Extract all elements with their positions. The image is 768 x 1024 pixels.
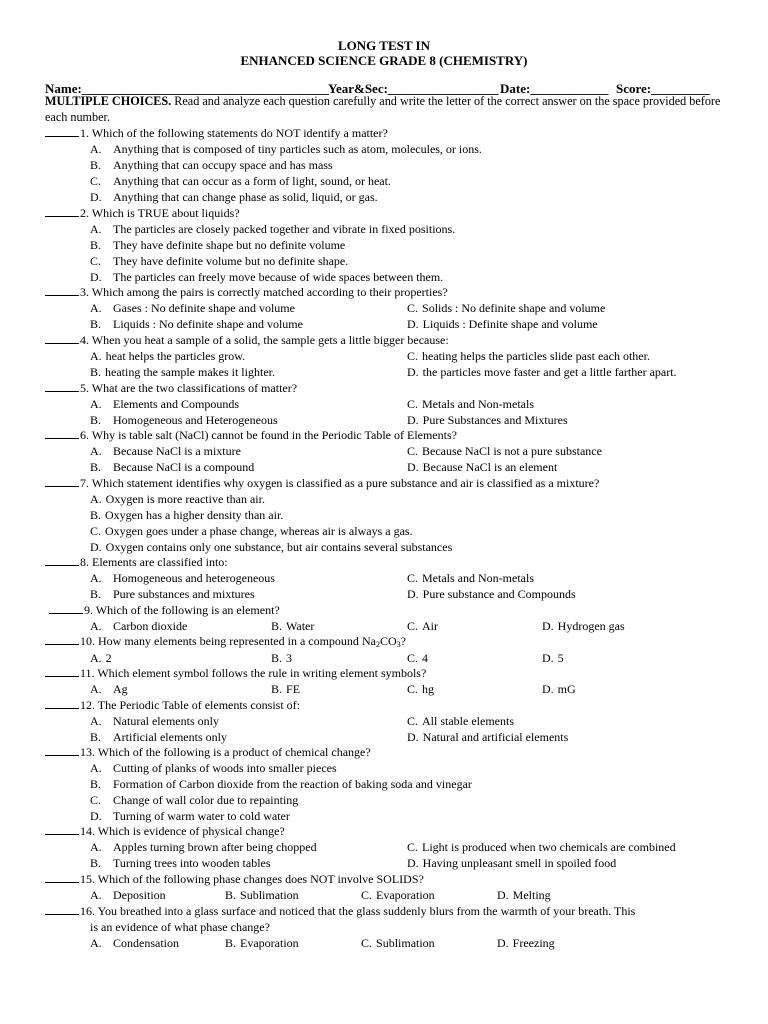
answer-blank[interactable] [45,633,79,645]
option-a[interactable]: A. Carbon dioxide [90,619,188,633]
question-number: 10. [80,634,95,648]
option-c[interactable]: C. Oxygen goes under a phase change, whereas air is always a gas. [90,524,413,538]
option-b[interactable]: B. Oxygen has a higher density than air. [90,508,284,522]
option-b[interactable]: B. heating the sample makes it lighter. [90,365,275,379]
answer-blank[interactable] [45,125,79,137]
option-b[interactable]: B. Evaporation [225,936,299,950]
option-d[interactable]: D. Pure substance and Compounds [407,587,576,601]
answer-blank[interactable] [45,475,79,487]
option-d[interactable]: D. mG [542,682,576,696]
question-2 [45,205,240,221]
question-8 [45,554,228,570]
option-c[interactable]: C. Anything that can occur as a form of light, sound, or heat. [90,174,391,188]
question-number: 11. [80,666,95,680]
option-b[interactable]: B. Water [271,619,315,633]
option-c[interactable]: C. Sublimation [361,936,435,950]
question-11 [45,665,426,681]
option-c[interactable]: C. All stable elements [407,714,514,728]
instructions [45,94,725,125]
question-text: Which of the following is a product of chemical change? [97,745,371,759]
option-b[interactable]: B. They have definite shape but no definite volume [90,238,346,252]
option-c[interactable]: C. Metals and Non-metals [407,397,534,411]
option-d[interactable]: D. Freezing [497,936,555,950]
option-c[interactable]: C. hg [407,682,435,696]
question-number: 12. [80,698,95,712]
page-title-line2: ENHANCED SCIENCE GRADE 8 (CHEMISTRY) [240,53,528,68]
answer-blank[interactable] [45,284,79,296]
chemical-formula: $Na_2CO_3$? [361,634,406,649]
question-16-continued: is an evidence of what phase change? [90,920,270,934]
name-field[interactable]: Name:______________________________________ [45,81,329,96]
option-b[interactable]: B. 3 [271,651,293,665]
option-a[interactable]: A. Deposition [90,888,166,902]
question-number: 16. [80,904,95,918]
option-c[interactable]: C. 4 [407,651,429,665]
question-text: Which of the following phase changes does NOT involve SOLIDS? [97,872,424,886]
option-b[interactable]: B. Pure substances and mixtures [90,587,255,601]
option-a[interactable]: A. Homogeneous and heterogeneous [90,571,275,585]
answer-blank[interactable] [45,871,79,883]
option-c[interactable]: C. heating helps the particles slide past each other. [407,349,650,363]
question-text: Which of the following is an element? [95,603,280,617]
answer-blank[interactable] [45,744,79,756]
question-number: 8. [80,555,89,569]
answer-blank[interactable] [45,665,79,677]
option-a[interactable]: A. The particles are closely packed together and vibrate in fixed positions. [90,222,456,236]
question-6 [45,427,457,443]
question-4 [45,332,449,348]
option-d[interactable]: D. Melting [497,888,551,902]
option-c[interactable]: C. They have definite volume but no definite shape. [90,254,349,268]
option-c[interactable]: C. Change of wall color due to repainting [90,793,299,807]
answer-blank[interactable] [45,380,79,392]
answer-blank[interactable] [45,427,79,439]
question-number: 4. [80,333,89,347]
question-number: 14. [80,824,95,838]
option-a[interactable]: A. Because NaCl is a mixture [90,444,241,458]
option-b[interactable]: B. Anything that can occupy space and has mass [90,158,333,172]
option-b[interactable]: B. Turning trees into wooden tables [90,856,271,870]
question-text: What are the two classifications of matter? [91,381,298,395]
option-d[interactable]: D. Turning of warm water to cold water [90,809,290,823]
year-section-field[interactable]: Year&Sec:_________________ [328,81,499,96]
question-10 [45,633,406,649]
question-text: Why is table salt (NaCl) cannot be found in the Periodic Table of Elements? [91,428,457,442]
question-text: You breathed into a glass surface and noticed that the glass suddenly blurs from the warmth of your breath. This [97,904,636,918]
question-1 [45,125,388,141]
option-a[interactable]: A. Ag [90,682,128,696]
option-b[interactable]: B. Liquids : No definite shape and volume [90,317,303,331]
option-a[interactable]: A. Anything that is composed of tiny particles such as atom, molecules, or ions. [90,142,482,156]
option-a[interactable]: A. Natural elements only [90,714,219,728]
question-number: 15. [80,872,95,886]
answer-blank[interactable] [45,205,79,217]
question-number: 3. [80,285,89,299]
question-number: 7. [80,476,89,490]
option-d[interactable]: D. Natural and artificial elements [407,730,569,744]
page-title-line1: LONG TEST IN [337,38,430,53]
option-a[interactable]: A. heat helps the particles grow. [90,349,246,363]
option-d[interactable]: D. Liquids : Definite shape and volume [407,317,598,331]
question-number: 9. [84,603,93,617]
answer-blank[interactable] [45,554,79,566]
question-number: 6. [80,428,89,442]
question-text: Which is evidence of physical change? [97,824,285,838]
option-c[interactable]: C. Evaporation [361,888,435,902]
option-b[interactable]: B. Homogeneous and Heterogeneous [90,413,278,427]
question-5 [45,380,297,396]
question-text: How many elements being represented in a compound [98,634,359,648]
option-b[interactable]: B. Artificial elements only [90,730,227,744]
option-a[interactable]: A. Apples turning brown after being chopped [90,840,317,854]
option-b[interactable]: B. FE [271,682,301,696]
option-d[interactable]: D. Pure Substances and Mixtures [407,413,568,427]
option-b[interactable]: B. Because NaCl is a compound [90,460,255,474]
date-field[interactable]: Date:____________ [500,81,609,96]
question-text: When you heat a sample of a solid, the sample gets a little bigger because: [91,333,449,347]
question-14 [45,823,285,839]
option-d[interactable]: D. the particles move faster and get a little farther apart. [407,365,677,379]
option-d[interactable]: D. The particles can freely move because of wide spaces between them. [90,270,444,284]
question-16 [45,903,635,919]
option-d[interactable]: D. Hydrogen gas [542,619,625,633]
option-b[interactable]: B. Sublimation [225,888,299,902]
instructions-heading: MULTIPLE CHOICES. [45,94,172,108]
answer-blank[interactable] [49,602,83,614]
question-text: The Periodic Table of elements consist of: [97,698,301,712]
option-d[interactable]: D. Having unpleasant smell in spoiled food [407,856,617,870]
question-7 [45,475,599,491]
option-a[interactable]: A. Oxygen is more reactive than air. [90,492,265,506]
question-3 [45,284,448,300]
option-d[interactable]: D. Because NaCl is an element [407,460,558,474]
score-field[interactable]: Score:_________ [616,81,710,96]
answer-blank[interactable] [45,903,79,915]
answer-blank[interactable] [45,697,79,709]
option-a[interactable]: A. Gases : No definite shape and volume [90,301,295,315]
question-9 [49,602,280,618]
option-c[interactable]: C. Solids : No definite shape and volume [407,301,606,315]
question-text: Elements are classified into: [92,555,228,569]
question-15 [45,871,424,887]
option-a[interactable]: A. Condensation [90,936,179,950]
option-a[interactable]: A. 2 [90,651,112,665]
question-text: Which is TRUE about liquids? [91,206,240,220]
option-c[interactable]: C. Air [407,619,439,633]
option-d[interactable]: D. Anything that can change phase as solid, liquid, or gas. [90,190,378,204]
option-c[interactable]: C. Light is produced when two chemicals are combined [407,840,676,854]
question-number: 1. [80,126,89,140]
option-a[interactable]: A. Elements and Compounds [90,397,239,411]
instructions-text: Read and analyze each question carefully and write the letter of the correct answer on the space provided before each number. [45,94,721,124]
option-b[interactable]: B. Formation of Carbon dioxide from the reaction of baking soda and vinegar [90,777,472,791]
question-12 [45,697,300,713]
option-a[interactable]: A. Cutting of planks of woods into smaller pieces [90,761,337,775]
question-text: Which among the pairs is correctly matched according to their properties? [91,285,448,299]
option-c[interactable]: C. Metals and Non-metals [407,571,534,585]
option-d[interactable]: D. 5 [542,651,564,665]
question-text: Which element symbol follows the rule in writing element symbols? [97,666,427,680]
option-c[interactable]: C. Because NaCl is not a pure substance [407,444,602,458]
question-13 [45,744,371,760]
question-number: 2. [80,206,89,220]
question-number: 5. [80,381,89,395]
question-text: Which of the following statements do NOT identify a matter? [91,126,388,140]
question-number: 13. [80,745,95,759]
answer-blank[interactable] [45,332,79,344]
option-d[interactable]: D. Oxygen contains only one substance, but air contains several substances [90,540,453,554]
answer-blank[interactable] [45,823,79,835]
question-text: Which statement identifies why oxygen is classified as a pure substance and air is classified as a mixture? [91,476,600,490]
